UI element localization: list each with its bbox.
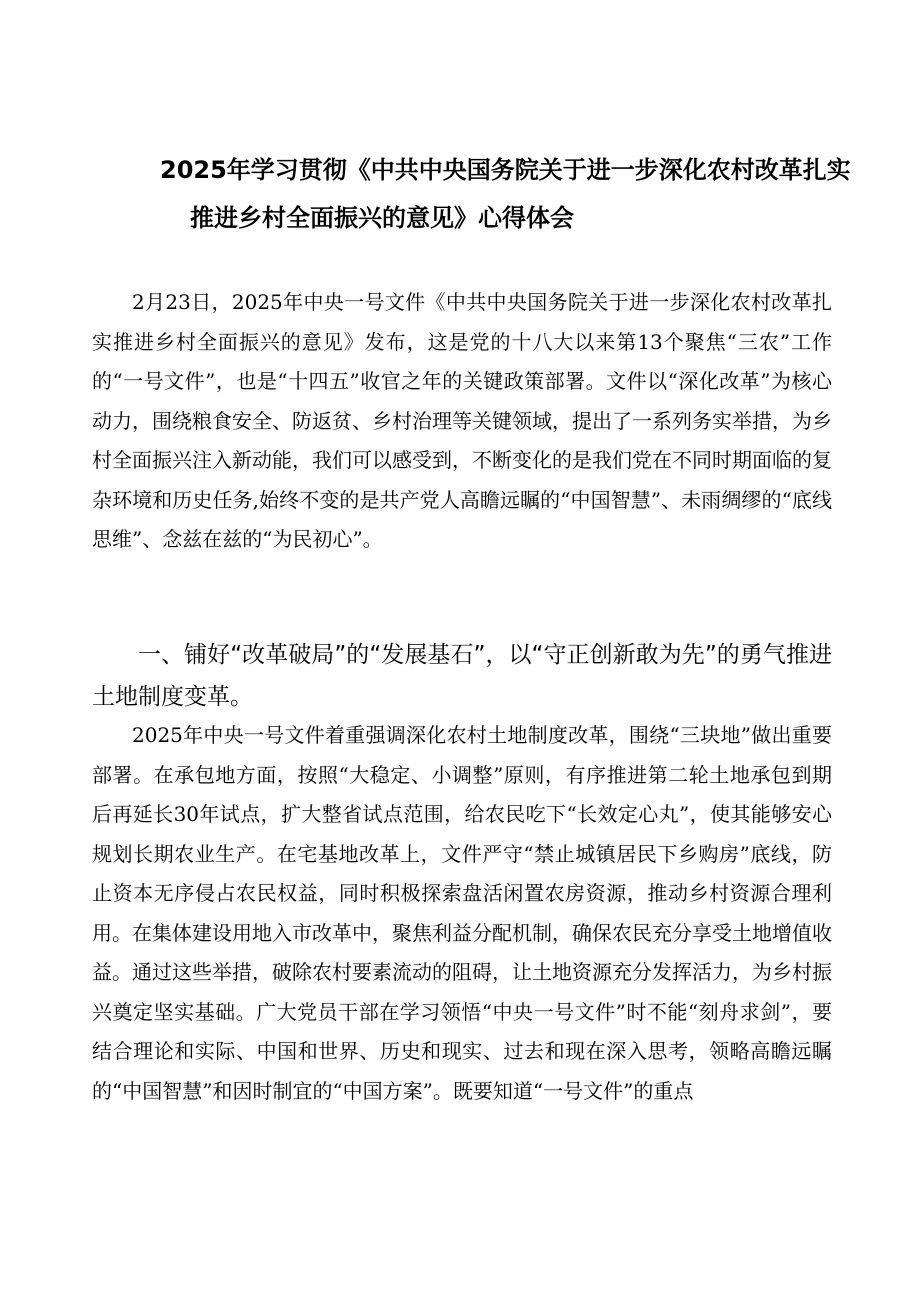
document-title-line-2: 推进乡村全面振兴的意见》心得体会 [190,204,574,232]
document-title-line-1: 2025年学习贯彻《中共中央国务院关于进一步深化农村改革扎实 [160,156,851,184]
paragraph-intro: 2月23日，2025年中央一号文件《中共中央国务院关于进一步深化农村改革扎实推进乡村全面振兴的意见》发布，这是党的十八大以来第13个聚焦“三农”工作的“一号文件”，也是“十四五”收官之年的关键政策部署。文件以“深化改革”为核心动力，围绕粮食安全、防返贫、乡村治理等关键领域，提出了一系列务实举措，为乡村全面振兴注入新动能，我们可以感受到，不断变化的是我们党在不同时期面临的复杂环境和历史任务,始终不变的是共产党人高瞻远瞩的“中国智慧”、未雨绸缪的“底线思维”、念兹在兹的“为民初心”。 [92,290,832,551]
paragraph-section-1: 2025年中央一号文件着重强调深化农村土地制度改革，围绕“三块地”做出重要部署。在承包地方面，按照“大稳定、小调整”原则，有序推进第二轮土地承包到期后再延长30年试点，扩大整省试点范围，给农民吃下“长效定心丸”，使其能够安心规划长期农业生产。在宅基地改革上，文件严守“禁止城镇居民下乡购房”底线，防止资本无序侵占农民权益，同时积极探索盘活闲置农房资源，推动乡村资源合理利用。在集体建设用地入市改革中，聚焦利益分配机制，确保农民充分享受土地增值收益。通过这些举措，破除农村要素流动的阻碍，让土地资源充分发挥活力，为乡村振兴奠定坚实基础。广大党员干部在学习领悟“中央一号文件”时不能“刻舟求剑”，要结合理论和实际、中国和世界、历史和现实、过去和现在深入思考，领略高瞻远瞩的“中国智慧”和因时制宜的“中国方案”。既要知道“一号文件”的重点 [92,723,832,1103]
section-heading-1: 一、铺好“改革破局”的“发展基石”，以“守正创新敢为先”的勇气推进土地制度变革。 [92,642,832,710]
